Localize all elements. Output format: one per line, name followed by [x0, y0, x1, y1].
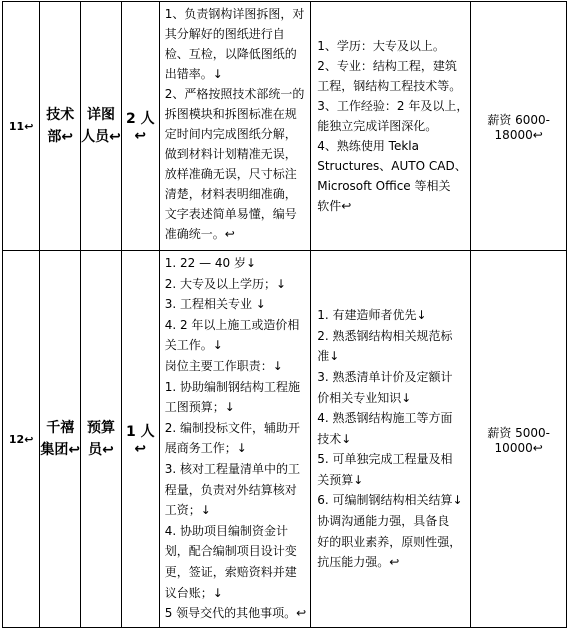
- duty-line: 定时间内完成图纸分解，: [164, 127, 297, 141]
- duty-line: 其分解好的图纸进行自: [164, 27, 285, 41]
- job-table: [2, 1, 567, 628]
- position-line: 详图: [86, 107, 115, 123]
- row-number: 12↩: [3, 251, 40, 628]
- duty-line: 检、互检，以降低图纸的: [164, 47, 297, 61]
- position-line: 人员↩: [81, 129, 121, 145]
- requirement-line: 价相关专业知识↓: [317, 390, 412, 405]
- duty-line: 做到材料计划精准无误，: [164, 147, 297, 161]
- requirement-line: 抗压能力强。↩: [317, 555, 400, 570]
- department-cell: [40, 2, 81, 251]
- requirement-line: 准↓: [317, 349, 340, 364]
- requirement-line: 2、专业：结构工程，建筑: [317, 59, 457, 73]
- duty-line: 4. 协助项目编制资金计: [164, 523, 288, 538]
- table-row: [3, 2, 567, 251]
- requirement-line: Microsoft Office 等相关: [317, 179, 451, 193]
- requirements-cell: [311, 251, 471, 628]
- requirement-line: 关预算↓: [317, 472, 364, 487]
- requirement-line: 2. 熟悉钢结构相关规范标: [317, 328, 453, 343]
- position-cell: [81, 2, 122, 251]
- duty-line: 2. 大专及以上学历；↓: [164, 276, 287, 291]
- position-cell: [81, 251, 122, 628]
- requirement-line: 工程，钢结构工程技术等。: [317, 79, 462, 93]
- requirement-line: 协调沟通能力强，具备良: [317, 514, 450, 529]
- row-number: 11↩: [3, 2, 40, 251]
- requirement-line: 好的职业素养，原则性强，: [317, 534, 462, 549]
- duty-line: 更，签证，索赔资料并建: [164, 564, 297, 579]
- duty-line: 关工作。↓: [164, 338, 223, 353]
- salary-cell: 薪资 6000-18000↩: [471, 2, 567, 251]
- duty-line: 1、负责钢构详图拆图，对: [164, 7, 305, 21]
- duty-line: 3. 工程相关专业 ↓: [164, 297, 266, 312]
- requirement-line: 3、工作经验：2 年及以上，: [317, 99, 469, 113]
- headcount-cell: 2 人↩: [121, 2, 159, 251]
- duty-line: 5 领导交代的其他事项。↩: [164, 606, 307, 621]
- duty-line: 1. 协助编制钢结构工程施: [164, 379, 300, 394]
- duty-line: 划，配合编制项目设计变: [164, 544, 297, 559]
- requirement-line: Structures、AUTO CAD、: [317, 159, 467, 173]
- salary-cell: 薪资 5000-10000↩: [471, 251, 567, 628]
- department-line: 集团↩: [40, 442, 81, 458]
- duty-line: 拆图模块和拆图标准在规: [164, 107, 297, 121]
- duties-cell: [159, 251, 311, 628]
- requirement-line: 6. 可编制钢结构相关结算↓: [317, 493, 463, 508]
- duty-line: 清楚，材料表明细准确，: [164, 187, 297, 201]
- department-cell: [40, 251, 81, 628]
- duties-cell: [159, 2, 311, 251]
- requirements-cell: [311, 2, 471, 251]
- requirement-line: 1、学历：大专及以上。: [317, 39, 445, 53]
- position-line: 员↩: [88, 442, 114, 458]
- requirement-line: 软件↩: [317, 199, 352, 213]
- duty-line: 岗位主要工作职责：↓: [164, 358, 283, 373]
- department-line: 技术: [46, 107, 75, 123]
- duty-line: 出错率。↓: [164, 67, 223, 81]
- duty-line: 文字表述简单易懂，编号: [164, 207, 297, 221]
- duty-line: 工图预算；↓: [164, 400, 235, 415]
- duty-line: 议台账；↓: [164, 585, 223, 600]
- headcount-cell: 1 人↩: [121, 251, 159, 628]
- duty-line: 2. 编制投标文件，辅助开: [164, 420, 300, 435]
- duty-line: 1. 22 — 40 岁↓: [164, 256, 257, 270]
- duty-line: 展商务工作；↓: [164, 441, 247, 456]
- duty-line: 程量，负责对外结算核对: [164, 482, 297, 497]
- requirement-line: 技术↓: [317, 431, 352, 446]
- duty-line: 2、严格按照技术部统一的: [164, 87, 305, 101]
- requirement-line: 4. 熟悉钢结构施工等方面: [317, 411, 453, 426]
- department-line: 千禧: [46, 420, 75, 436]
- table-row: [3, 251, 567, 628]
- duty-line: 工资；↓: [164, 503, 211, 518]
- requirement-line: 1. 有建造师者优先↓: [317, 308, 427, 323]
- department-line: 部↩: [47, 129, 74, 145]
- requirement-line: 4、熟练使用 Tekla: [317, 139, 419, 153]
- requirement-line: 3. 熟悉清单计价及定额计: [317, 369, 453, 384]
- duty-line: 4. 2 年以上施工或造价相: [164, 317, 300, 332]
- duty-line: 3. 核对工程量清单中的工: [164, 461, 300, 476]
- position-line: 预算: [86, 420, 115, 436]
- duty-line: 放样准确无误，尺寸标注: [164, 167, 297, 181]
- duty-line: 准确统一。↩: [164, 227, 235, 241]
- requirement-line: 能独立完成详图深化。: [317, 119, 438, 133]
- requirement-line: 5. 可单独完成工程量及相: [317, 452, 453, 467]
